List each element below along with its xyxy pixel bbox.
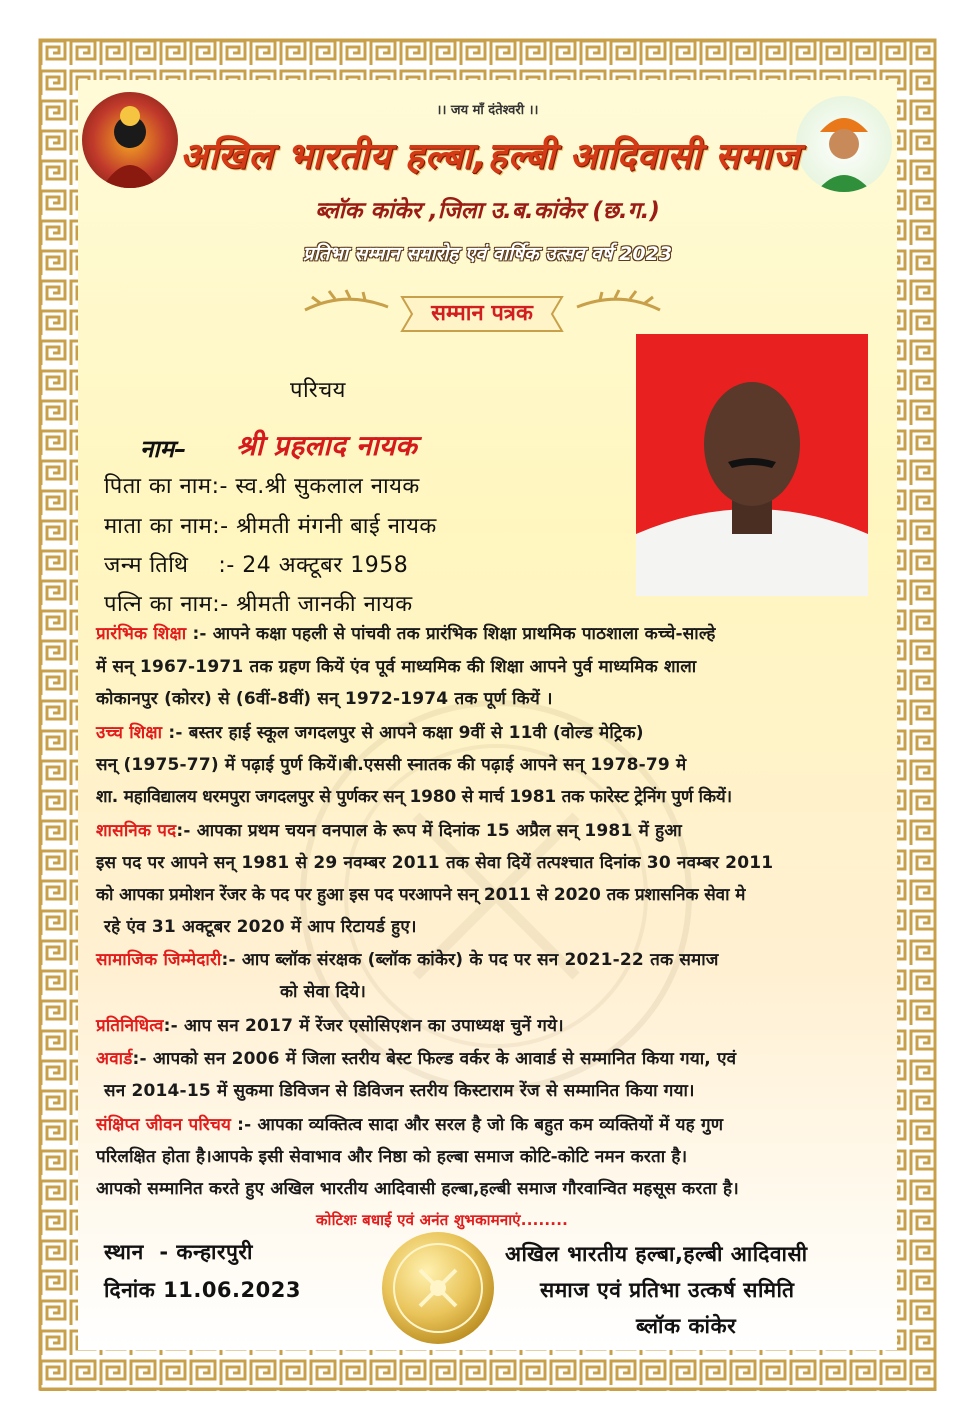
mother-name: माता का नाम:- श्रीमती मंगनी बाई नायक — [104, 514, 437, 539]
laurel-right-icon — [575, 285, 665, 335]
committee-name-line2: समाज एवं प्रतिभा उत्कर्ष समिति — [540, 1278, 795, 1302]
block-subtitle: ब्लॉक कांकेर ,जिला उ.ब.कांकेर (छ.ग.) — [315, 198, 660, 224]
awards: अवार्ड:- आपको सन 2006 में जिला स्तरीय बेस्ट फिल्ड वर्कर के आवार्ड से सम्मानित किया गया, एवं — [96, 1049, 737, 1069]
service-post: शासनिक पद:- आपका प्रथम चयन वनपाल के रूप में दिनांक 15 अप्रैल सन् 1981 में हुआ — [96, 821, 682, 841]
date-of-birth: जन्म तिथि :- 24 अक्टूबर 1958 — [104, 553, 409, 578]
text-line: को सेवा दिये। — [280, 982, 366, 1002]
awardee-name: श्री प्रहलाद नायक — [236, 429, 418, 462]
father-name: पिता का नाम:- स्व.श्री सुकलाल नायक — [104, 474, 420, 499]
text-line: रहे एंव 31 अक्टूबर 2020 में आप रिटायर्ड हुए। — [104, 917, 417, 937]
greeting: कोटिशः बधाई एवं अनंत शुभकामनाएं........ — [316, 1211, 568, 1229]
text-line: सन् (1975-77) में पढ़ाई पुर्ण कियें।बी.एससी स्नातक की पढ़ाई आपने सन् 1978-79 मे — [96, 755, 687, 775]
text-line: सन 2014-15 में सुकमा डिविजन से डिविजन स्तरीय किस्टाराम रेंज से सम्मानित किया गया। — [104, 1081, 695, 1101]
committee-name-line3: ब्लॉक कांकेर — [636, 1314, 737, 1338]
spouse-name: पत्नि का नाम:- श्रीमती जानकी नायक — [104, 592, 413, 617]
brief-biography-label: संक्षिप्त जीवन परिचय — [96, 1115, 232, 1135]
higher-education-label: उच्च शिक्षा — [96, 723, 163, 743]
awards-label: अवार्ड — [96, 1049, 133, 1069]
text-line: इस पद पर आपने सन् 1981 से 29 नवम्बर 2011 तक सेवा दियें तत्पश्चात दिनांक 30 नवम्बर 2011 — [96, 853, 774, 873]
social-responsibility-label: सामाजिक जिम्मेदारी — [96, 950, 222, 970]
text-line: में सन् 1967-1971 तक ग्रहण कियें एंव पूर्व माध्यमिक की शिक्षा आपने पुर्व माध्यमिक शाला — [96, 657, 697, 677]
text-line: शा. महाविद्यालय धरमपुरा जगदलपुर से पुर्णकर सन् 1980 से मार्च 1981 तक फारेस्ट ट्रेनिंग पुर्ण कियें। — [96, 787, 732, 807]
date: दिनांक 11.06.2023 — [104, 1278, 301, 1302]
event-title: प्रतिभा सम्मान समारोह एवं वार्षिक उत्सव वर्ष 2023 — [302, 243, 673, 265]
invocation: ।। जय माँ दंतेश्वरी ।। — [436, 103, 539, 118]
text-line: परिलक्षित होता है।आपके इसी सेवाभाव और निष्ठा को हल्बा समाज कोटि-कोटि नमन करता है। — [96, 1147, 688, 1167]
primary-education-label: प्रारंभिक शिक्षा — [96, 624, 187, 644]
committee-name-line1: अखिल भारतीय हल्बा,हल्बी आदिवासी — [505, 1242, 808, 1266]
awardee-photo — [636, 334, 868, 596]
social-responsibility: सामाजिक जिम्मेदारी:- आप ब्लॉक संरक्षक (ब्लॉक कांकेर) के पद पर सन 2021-22 तक समाज — [96, 950, 719, 970]
representation-label: प्रतिनिधित्व — [96, 1016, 164, 1036]
primary-education: प्रारंभिक शिक्षा :- आपने कक्षा पहली से पांचवी तक प्रारंभिक शिक्षा प्राथमिक पाठशाला कच्चे-साल्हे — [96, 624, 716, 644]
committee-seal — [382, 1232, 494, 1344]
representation: प्रतिनिधित्व:- आप सन 2017 में रेंजर एसोसिएशन का उपाध्यक्ष चुनें गये। — [96, 1016, 564, 1036]
certificate-title: सम्मान पत्रक — [431, 301, 533, 326]
name-label: नाम– — [140, 435, 187, 463]
service-post-label: शासनिक पद — [96, 821, 177, 841]
brief-biography: संक्षिप्त जीवन परिचय :- आपका व्यक्तित्व सादा और सरल है जो कि बहुत कम व्यक्तियों में यह गुण — [96, 1115, 724, 1135]
text-line: आपको सम्मानित करते हुए अखिल भारतीय आदिवासी हल्बा,हल्बी समाज गौरवान्वित महसूस करता है। — [96, 1179, 739, 1199]
organization-title: अखिल भारतीय हल्बा,हल्बी आदिवासी समाज — [179, 136, 801, 177]
text-line: कोकानपुर (कोरर) से (6वीं-8वीं) सन् 1972-1974 तक पूर्ण कियें । — [96, 689, 553, 709]
laurel-left-icon — [300, 285, 390, 335]
place: स्थान - कन्हारपुरी — [104, 1240, 253, 1264]
intro-heading: परिचय — [290, 378, 346, 403]
text-line: को आपका प्रमोशन रेंजर के पद पर हुआ इस पद परआपने सन् 2011 से 2020 तक प्रशासनिक सेवा मे — [96, 885, 746, 905]
higher-education: उच्च शिक्षा :- बस्तर हाई स्कूल जगदलपुर से आपने कक्षा 9वीं से 11वी (वोल्ड मेट्रिक) — [96, 723, 644, 743]
